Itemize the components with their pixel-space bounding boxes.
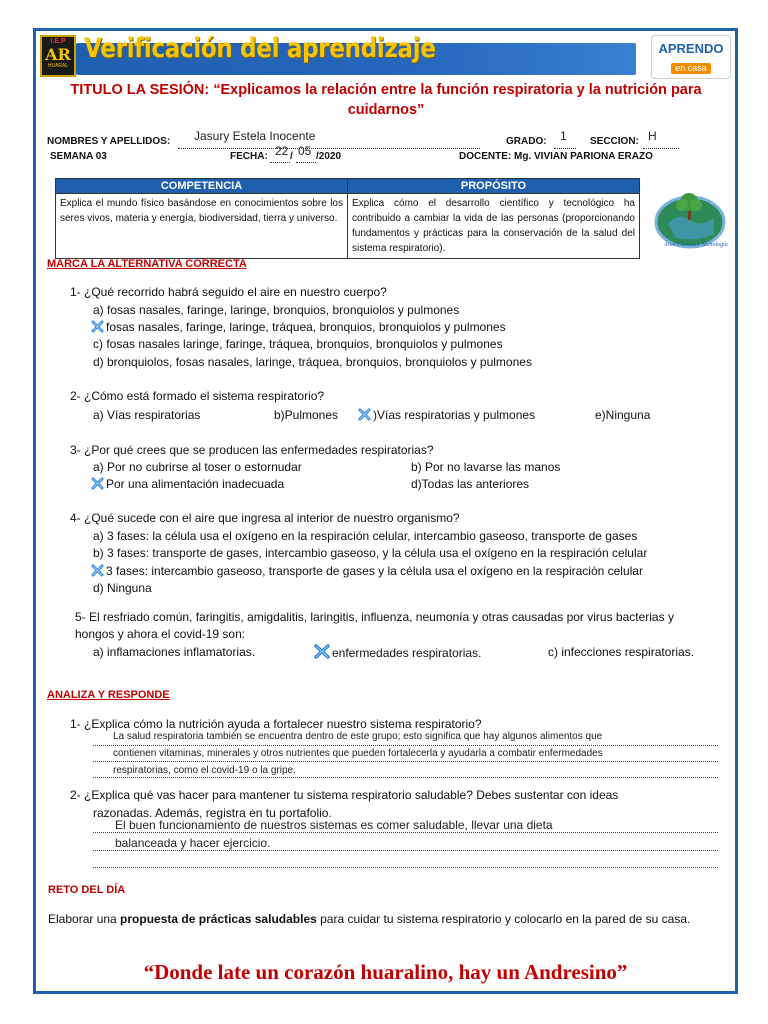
- science-globe-icon: [648, 190, 732, 250]
- answer-2-line2[interactable]: balanceada y hacer ejercicio.: [115, 836, 271, 850]
- checkmark-x-icon: [358, 408, 371, 421]
- date-separator: /: [290, 151, 293, 162]
- section-value[interactable]: H: [648, 129, 657, 143]
- reto-heading: RETO DEL DÍA: [48, 884, 126, 896]
- reto-body-bold: propuesta de prácticas saludables: [120, 912, 317, 926]
- section-line: [643, 147, 679, 149]
- q2-option-c[interactable]: [358, 407, 535, 424]
- q4-option-a[interactable]: a) 3 fases: la célula usa el oxígeno en la respiración celular, intercambio gaseoso, transporte de gases: [93, 529, 638, 543]
- globe-caption: Área Ciencia y Tecnología: [664, 242, 728, 248]
- section-heading-analiza: ANALIZA Y RESPONDE: [47, 689, 170, 701]
- answer-line: [93, 760, 718, 762]
- q1-option-b[interactable]: [91, 319, 506, 336]
- name-value[interactable]: Jasury Estela Inocente: [194, 129, 316, 143]
- header: [36, 31, 735, 81]
- q3-option-c[interactable]: [91, 476, 284, 493]
- answer-line: [93, 776, 718, 778]
- competencia-cell: Explica el mundo físico basándose en conocimientos sobre los seres vivos, materia y energía, biodiversidad, tierra y universo.: [56, 194, 348, 259]
- q1-option-b-text: fosas nasales, faringe, laringe, tráquea, bronquios, bronquiolos y pulmones: [106, 320, 506, 334]
- question-5-line2: hongos y ahora el covid-19 son:: [75, 627, 246, 641]
- date-label: FECHA:: [230, 151, 268, 162]
- reto-body-post: para cuidar tu sistema respiratorio y colocarlo en la pared de su casa.: [316, 912, 691, 926]
- q2-option-b[interactable]: b)Pulmones: [274, 408, 339, 422]
- q5-option-b-text: enfermedades respiratorias.: [332, 646, 482, 660]
- q5-option-c[interactable]: c) infecciones respiratorias.: [548, 645, 695, 659]
- q4-option-b[interactable]: b) 3 fases: transporte de gases, intercambio gaseoso, y la célula usa el oxígeno en la respiración celular: [93, 546, 648, 560]
- answer-line: [93, 866, 718, 868]
- date-year: /2020: [316, 151, 342, 162]
- session-title: TITULO LA SESIÓN: “Explicamos la relación entre la función respiratoria y la nutrición para cuidarnos”: [70, 82, 702, 118]
- q4-option-c[interactable]: [91, 563, 643, 580]
- page-title: Verificación del aprendizaje: [84, 33, 436, 64]
- answer-1-line3[interactable]: respiratorias, como el covid-19 o la gripe.: [113, 765, 296, 776]
- q1-option-c[interactable]: c) fosas nasales laringe, faringe, tráquea, bronquios, bronquiolos y pulmones: [93, 337, 503, 351]
- analyze-question-1: 1- ¿Explica cómo la nutrición ayuda a fortalecer nuestro sistema respiratorio?: [70, 717, 482, 731]
- grade-label: GRADO:: [506, 136, 547, 147]
- analyze-question-2-line1: 2- ¿Explica qué vas hacer para mantener tu sistema respiratorio saludable? Debes sustentar con ideas: [70, 788, 619, 802]
- reto-body-pre: Elaborar una: [48, 912, 121, 926]
- q2-option-c-text: )Vías respiratorias y pulmones: [373, 408, 536, 422]
- grade-line: [554, 147, 576, 149]
- name-line: [178, 147, 480, 149]
- section-label: SECCION:: [590, 136, 639, 147]
- aprendo-en-casa-logo: [651, 35, 731, 79]
- answer-1-line1[interactable]: La salud respiratoria también se encuentra dentro de este grupo; esto significa que hay algunos alimentos que: [113, 731, 603, 742]
- q4-option-c-text: 3 fases: intercambio gaseoso, transporte de gases y la célula usa el oxígeno en la respiración celular: [106, 564, 643, 578]
- q1-option-d[interactable]: d) bronquiolos, fosas nasales, laringe, tráquea, bronquios, bronquiolos y pulmones: [93, 355, 532, 369]
- week-label: SEMANA 03: [50, 151, 107, 162]
- school-logo: [40, 35, 76, 77]
- proposito-header: PROPÓSITO: [348, 179, 640, 194]
- date-day[interactable]: 22: [275, 144, 289, 158]
- q3-option-d[interactable]: d)Todas las anteriores: [411, 477, 530, 491]
- q5-option-a[interactable]: a) inflamaciones inflamatorias.: [93, 645, 256, 659]
- answer-2-line1[interactable]: El buen funcionamiento de nuestros sistemas es comer saludable, llevar una dieta: [115, 818, 553, 832]
- analyze-question-2-line2: razonadas. Además, registra en tu portafolio.: [93, 806, 332, 820]
- q4-option-d[interactable]: d) Ninguna: [93, 581, 152, 595]
- proposito-cell: Explica cómo el desarrollo científico y tecnológico ha contribuido a cambiar la vida de las personas (proporcionando fundamentos y prácticas para la conservación de la salud del sistema respiratorio).: [348, 194, 640, 259]
- school-logo-top: I.E.P: [50, 38, 66, 45]
- teacher-label: DOCENTE: Mg. VIVIAN PARIONA ERAZO: [459, 151, 653, 162]
- checkmark-x-icon: [91, 564, 104, 577]
- date-month[interactable]: 05: [298, 144, 312, 158]
- grade-value[interactable]: 1: [560, 129, 567, 143]
- q3-option-a[interactable]: a) Por no cubrirse al toser o estornudar: [93, 460, 302, 474]
- q1-option-a[interactable]: a) fosas nasales, faringe, laringe, bronquios, bronquiolos y pulmones: [93, 303, 460, 317]
- school-logo-main: AR: [45, 45, 71, 64]
- competencia-header: COMPETENCIA: [56, 179, 348, 194]
- school-logo-bottom: HUARAL: [47, 63, 69, 69]
- checkmark-x-icon: [91, 477, 104, 490]
- name-label: NOMBRES Y APELLIDOS:: [47, 136, 171, 147]
- checkmark-x-icon: [91, 320, 104, 333]
- section-heading-marca: MARCA LA ALTERNATIVA CORRECTA: [47, 258, 247, 270]
- q3-option-c-text: Por una alimentación inadecuada: [106, 477, 285, 491]
- q3-option-b[interactable]: b) Por no lavarse las manos: [411, 460, 561, 474]
- reto-body: [48, 911, 718, 928]
- checkmark-x-icon: [314, 644, 330, 659]
- q2-option-e[interactable]: e)Ninguna: [595, 408, 651, 422]
- question-5-line1: 5- El resfriado común, faringitis, amigdalitis, laringitis, influenza, neumonía y otras causadas por virus bacterias y: [75, 610, 674, 624]
- competency-table: [55, 178, 640, 259]
- question-1: 1- ¿Qué recorrido habrá seguido el aire en nuestro cuerpo?: [70, 285, 387, 299]
- date-day-line: [270, 161, 290, 163]
- aprendo-logo-sub: en casa: [671, 63, 711, 74]
- aprendo-logo-main: APRENDO: [658, 41, 724, 56]
- question-2: 2- ¿Cómo está formado el sistema respiratorio?: [70, 389, 325, 403]
- answer-line: [93, 744, 718, 746]
- q2-option-a[interactable]: a) Vías respiratorias: [93, 408, 201, 422]
- school-motto: “Donde late un corazón huaralino, hay un Andresino”: [143, 960, 628, 984]
- question-4: 4- ¿Qué sucede con el aire que ingresa al interior de nuestro organismo?: [70, 511, 460, 525]
- date-month-line: [296, 161, 316, 163]
- q5-option-b[interactable]: [314, 644, 481, 662]
- answer-1-line2[interactable]: contienen vitaminas, minerales y otros nutrientes que pueden fortalecerla y ayudarla a combatir enfermedades: [113, 748, 603, 759]
- question-3: 3- ¿Por qué crees que se producen las enfermedades respiratorias?: [70, 443, 434, 457]
